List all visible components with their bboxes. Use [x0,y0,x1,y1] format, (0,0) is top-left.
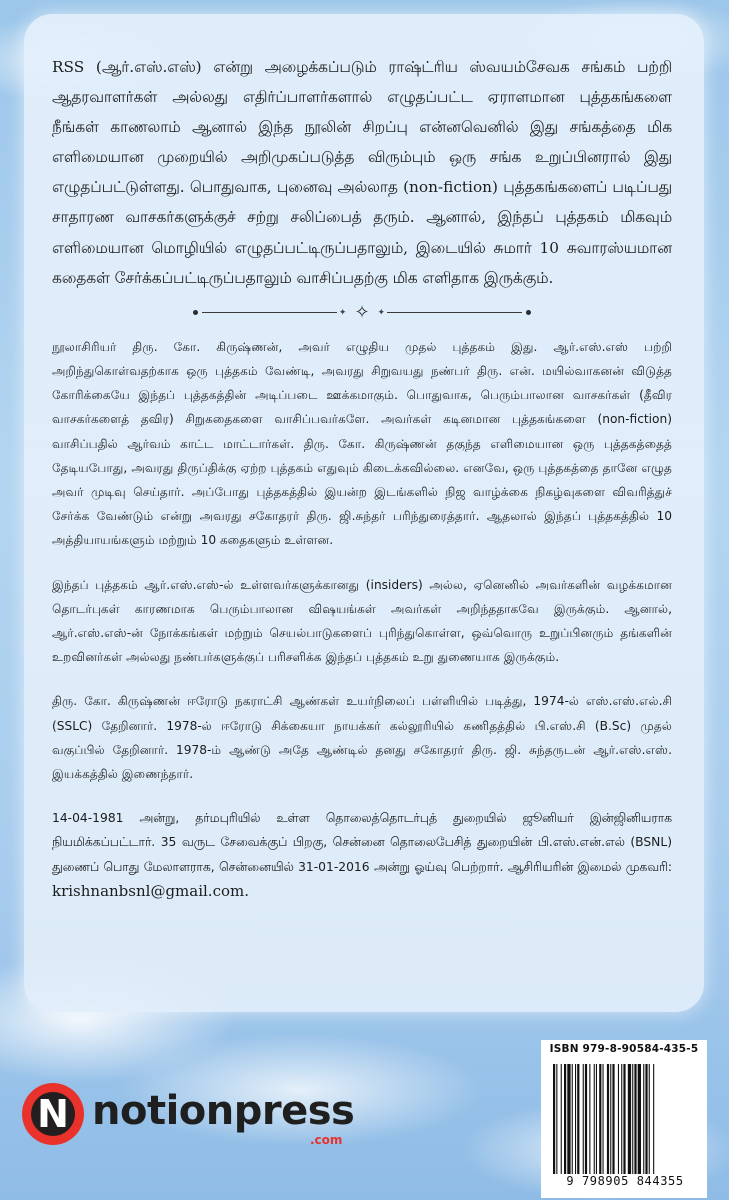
barcode-bar [575,1064,576,1174]
author-email: krishnanbsnl@gmail.com. [52,881,249,900]
divider-line-left [202,312,337,313]
lead-paragraph: RSS (ஆர்.எஸ்.எஸ்) என்று அழைக்கப்படும் ராஷ்ட்ரிய ஸ்வயம்சேவக சங்கம் பற்றி ஆதரவாளர்கள் அல்லது எதிர்ப்பாளர்களால் எழுதப்பட்ட ஏராளமான புத்தகங்களை நீங்கள் காணலாம் ஆனால் இந்த நூலின் சிறப்பு என்னவெனில் இது சங்கத்தை மிக எளிமையான முறையில் அறிமுகப்படுத்த விரும்பும் ஒரு சங்க உறுப்பினரால் இது எழுதப்பட்டுள்ளது. பொதுவாக, புனைவு அல்லாத (non-fiction) புத்தகங்களைப் படிப்பது சாதாரண வாசகர்களுக்குச் சற்று சலிப்பைத் தரும். ஆனால், இந்தப் புத்தகம் மிகவும் எளிமையான மொழியில் எழுதப்பட்டிருப்பதாலும், இடையில் சுமார் 10 சுவாரஸ்யமான கதைகள் சேர்க்கப்பட்டிருப்பதாலும் வாசிப்பதற்கு மிக எளிதாக இருக்கும். [52,58,672,287]
barcode-bar [583,1064,584,1174]
barcode-bar [577,1064,579,1174]
publisher-name: notionpress [92,1088,355,1134]
divider-dot-left [193,310,198,315]
barcode-bar [649,1064,650,1174]
barcode-bar [653,1064,654,1174]
publisher-suffix: .com [310,1133,343,1147]
barcode-bar [643,1064,644,1174]
sparkle-icon: ✦ [338,307,347,318]
divider-dot-right [526,310,531,315]
star-ornament-icon: ✧ [354,301,370,323]
barcode-bar [621,1064,622,1174]
barcode-bar [632,1064,633,1174]
publisher-logo [22,1083,382,1173]
barcode-bar [638,1064,641,1174]
back-cover-text [52,52,672,924]
sparkle-icon: ✦ [377,307,386,318]
barcode-bar [610,1064,611,1174]
divider-line-right [387,312,522,313]
barcode-bar [612,1064,614,1174]
barcode-bar [564,1064,566,1174]
notionpress-logo-icon [22,1083,84,1145]
barcode-bar [589,1064,590,1174]
barcode-bar [618,1064,619,1174]
isbn-barcode-box [541,1040,707,1198]
barcode-bar [645,1064,647,1174]
barcode-bar [585,1064,587,1174]
education-paragraph: திரு. கோ. கிருஷ்ணன் ஈரோடு நகராட்சி ஆண்கள் உயர்நிலைப் பள்ளியில் படித்து, 1974-ல் எஸ்.எஸ்.எல்.சி (SSLC) தேறினார். 1978-ல் ஈரோடு சிக்கையா நாயக்கர் கல்லூரியில் கணிதத்தில் பி.எஸ்.சி (B.Sc) முதல் வகுப்பில் தேறினார். 1978-ம் ஆண்டு அதே ஆண்டில் தனது சகோதரர் திரு. ஜி. சுந்தருடன் ஆர்.எஸ்.எஸ். இயக்கத்தில் இணைந்தார். [52,694,672,781]
barcode-bar [594,1064,595,1174]
ornament-divider [52,301,672,325]
barcode-bar [599,1064,601,1174]
barcode-bar [628,1064,631,1174]
barcode-bar [572,1064,573,1174]
career-text: 14-04-1981 அன்று, தர்மபுரியில் உள்ள தொலைத்தொடர்புத் துறையில் ஜூனியர் இன்ஜினியராக நியமிக்கப்பட்டார். 35 வருட சேவைக்குப் பிறகு, சென்னை தொலைபேசித் துறையின் பி.எஸ்.என்.எல் (BSNL) துணைப் பொது மேலாளராக, சென்னையில் 31-01-2016 அன்று ஓய்வு பெற்றார். ஆசிரியரின் இமைல் முகவரி: [52,811,672,874]
career-paragraph [52,806,672,904]
barcode-bar [556,1064,557,1174]
barcode-bar [623,1064,625,1174]
barcode [551,1064,699,1174]
barcode-bar [596,1064,597,1174]
barcode-bar [603,1064,604,1174]
barcode-bar [561,1064,562,1174]
barcode-number: 9 798905 844355 [566,1174,684,1188]
logo-letter: N [31,1092,75,1136]
audience-paragraph: இந்தப் புத்தகம் ஆர்.எஸ்.எஸ்-ல் உள்ளவர்களுக்கானது (insiders) அல்ல, ஏனெனில் அவர்களின் வழக்கமான தொடர்புகள் காரணமாக பெரும்பாலான விஷயங்கள் அவர்கள் அறிந்ததாகவே இருக்கும். ஆனால், ஆர்.எஸ்.எஸ்-ன் நோக்கங்கள் மற்றும் செயல்பாடுகளைப் புரிந்துகொள்ள, ஒவ்வொரு உறுப்பினரும் தங்களின் உறவினர்கள் அல்லது நண்பர்களுக்குப் பரிசளிக்க இந்தப் புத்தகம் உறு துணையாக இருக்கும். [52,577,672,665]
barcode-bar [567,1064,570,1174]
barcode-bar [607,1064,609,1174]
author-intro-paragraph: நூலாசிரியர் திரு. கோ. கிருஷ்ணன், அவர் எழுதிய முதல் புத்தகம் இது. ஆர்.எஸ்.எஸ் பற்றி அறிந்துகொள்வதற்காக ஒரு புத்தகம் வேண்டி, அவரது சிறுவயது நண்பர் திரு. என். மயில்வாகனன் விடுத்த கோரிக்கையே இந்தப் புத்தகத்தின் அடிப்படை ஊக்கமாகும். பொதுவாக, பெரும்பாலான வாசகர்கள் (தீவிர வாசகர்களைத் தவிர) சிறுகதைகளை வாசிப்பவர்களே. அவர்கள் கடினமான புத்தகங்களை (non-fiction) வாசிப்பதில் ஆர்வம் காட்ட மாட்டார்கள். திரு. கோ. கிருஷ்ணன் தகுந்த எளிமையான ஒரு புத்தகத்தைத் தேடியபோது, அவரது திருப்திக்கு ஏற்ற புத்தகம் எதுவும் கிடைக்கவில்லை. எனவே, ஒரு புத்தகத்தை தானே எழுத அவர் முடிவு செய்தார். அப்போது புத்தகத்தில் இயன்ற இடங்களில் நிஜ வாழ்க்கை நிகழ்வுகளை விவரித்துச் சேர்க்க வேண்டும் என்று அவரது சகோதரர் திரு. ஜி.சுந்தர் பரிந்துரைத்தார். ஆதலால் இந்தப் புத்தகத்தில் 10 அத்தியாயங்களும் மற்றும் 10 கதைகளும் உள்ளன. [52,339,672,548]
barcode-bar [634,1064,636,1174]
barcode-bar [553,1064,555,1174]
isbn-label: ISBN 979-8-90584-435-5 [549,1043,699,1055]
